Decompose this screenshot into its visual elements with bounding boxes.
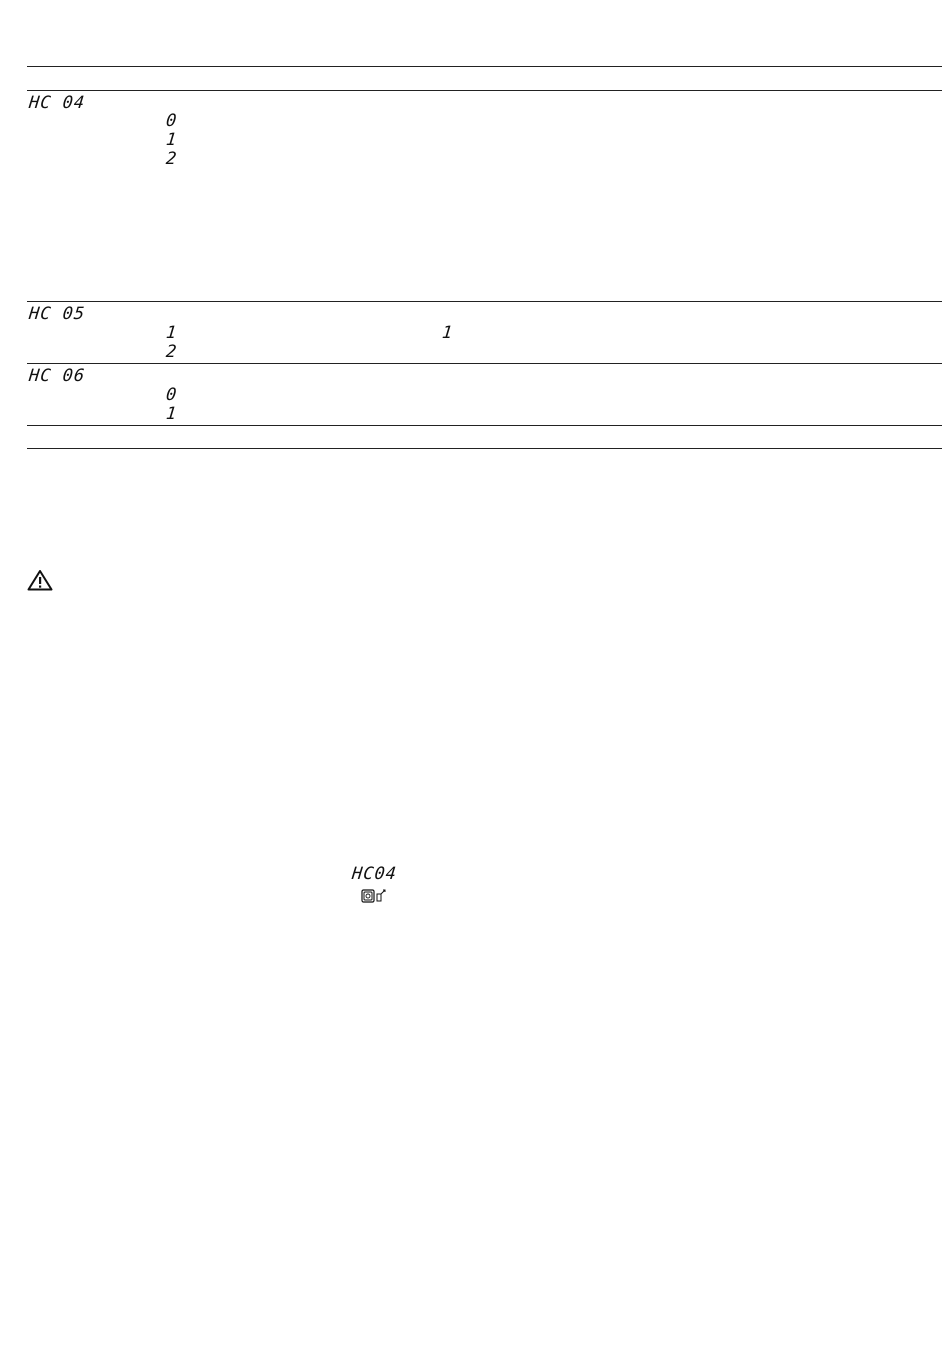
setting-value: 1 [164, 130, 179, 150]
row-divider [27, 301, 942, 302]
setting-value: 0 [164, 385, 179, 405]
row-divider [27, 363, 942, 364]
setting-code: HC 04 [27, 93, 87, 113]
oven-door-icon [361, 888, 387, 904]
setting-value: 1 [164, 404, 179, 424]
setting-value: 0 [164, 111, 179, 131]
setting-value: 1 [164, 323, 179, 343]
table-top-rule [27, 66, 942, 67]
setting-value: 2 [164, 342, 179, 362]
setting-code: HC 05 [27, 304, 87, 324]
setting-inline-value: 1 [440, 323, 455, 343]
table-header-rule [27, 90, 942, 91]
display-code: HC04 [350, 864, 399, 884]
warning-triangle-icon [27, 569, 53, 591]
row-divider [27, 425, 942, 426]
table-bottom-rule [27, 448, 942, 449]
setting-value: 2 [164, 149, 179, 169]
setting-code: HC 06 [27, 366, 87, 386]
